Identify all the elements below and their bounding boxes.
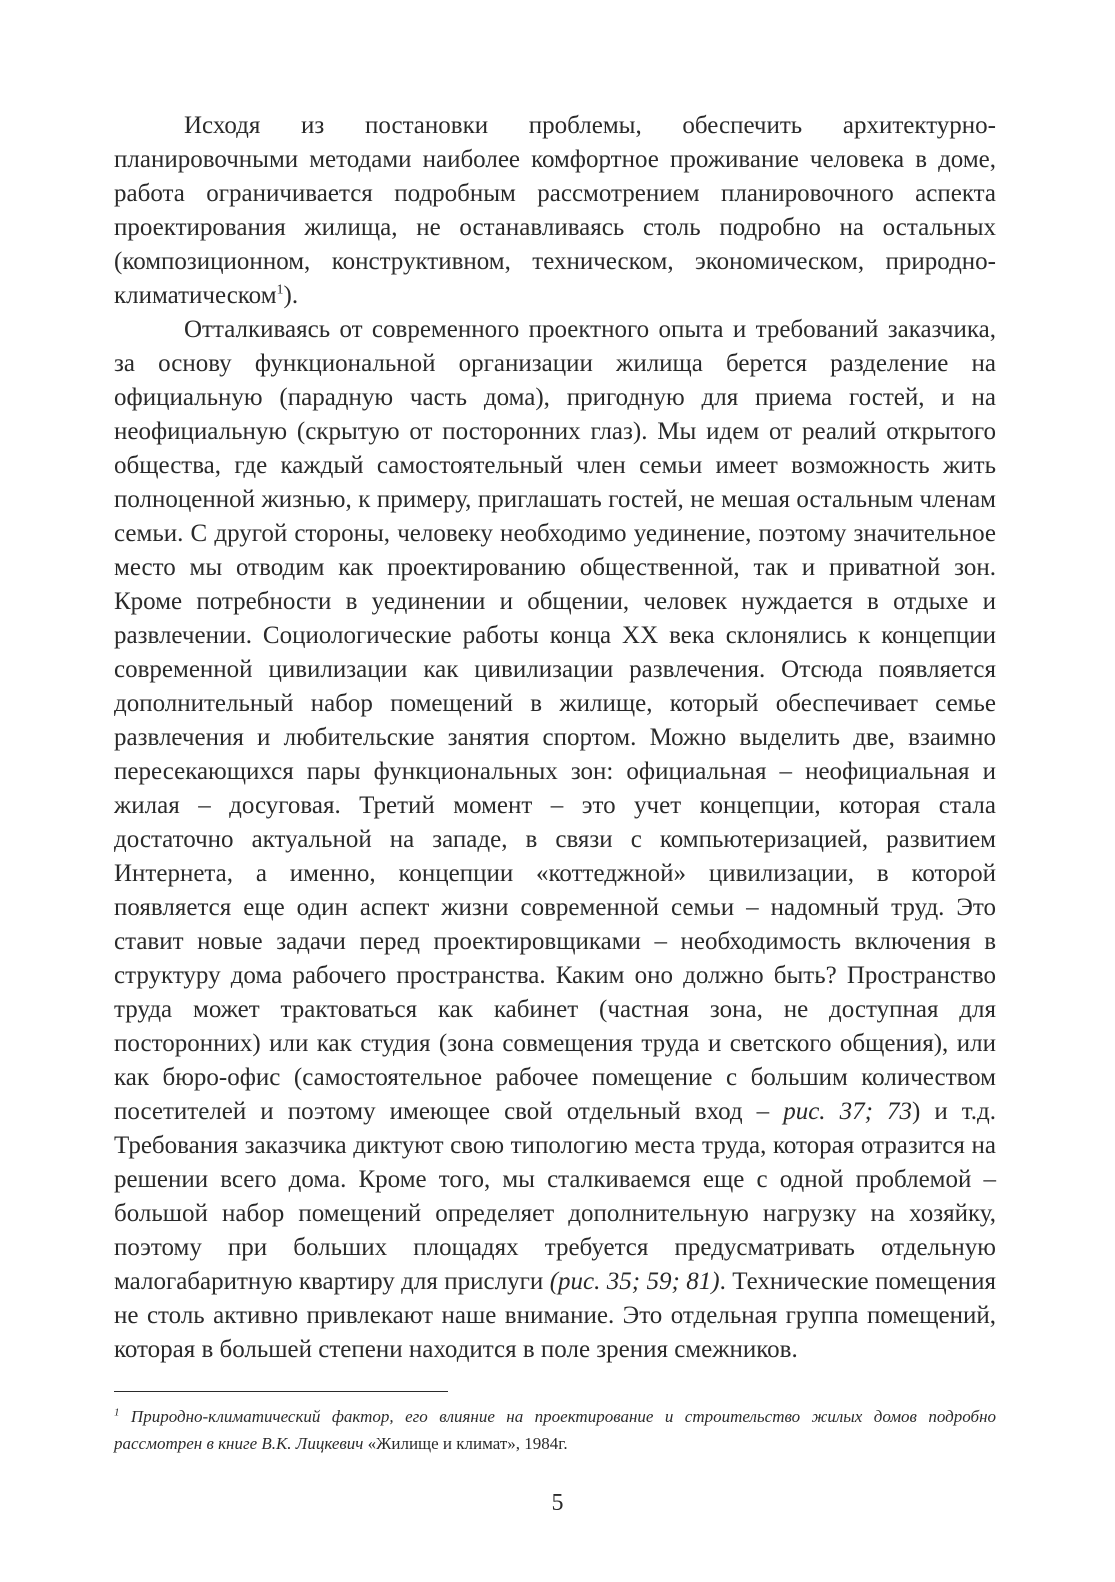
main-text [114,109,996,1367]
footnote-reference: 1 [276,282,284,298]
figure-reference: рис. 37; 73 [783,1098,912,1125]
page-number: 5 [551,1490,564,1516]
footnote-divider [114,1391,448,1392]
paragraph-1-text: Исходя из постановки проблемы, обеспечить архитектурно-планировочными методами наиболее комфортное проживание человека в доме, работа ограничивается подробным рассмотрением планировочного аспекта проектирования жилища, не останавливаясь столь подробно на остальных (композиционном, конструктивном, техническом, экономическом, природно-климатическом [114,112,996,309]
figure-reference: (рис. 35; 59; 81) [549,1268,720,1295]
footnote [114,1403,996,1457]
paragraph-1 [114,109,996,313]
paragraph-2-part-2: ) и т.д. Требования заказчика диктуют свою типологию места труда, которая отразится на решении всего дома. Кроме того, мы сталкиваемся еще с одной проблемой – большой набор помещений определяет дополнительную нагрузку на хозяйку, поэтому при больших площадях требуется предусматривать отдельную малогабаритную квартиру для прислуги [114,1098,996,1295]
footnote-regular-text: «Жилище и климат», 1984г. [363,1434,568,1453]
paragraph-2-part-3: . Технические помещения не столь активно привлекают наше внимание. Это отдельная группа помещений, которая в большей степени находится в поле зрения смежников. [114,1268,996,1363]
footnote-italic-text: Природно-климатический фактор, его влияние на проектирование и строительство жилых домов подробно рассмотрен в книге В.К. Лицкевич [114,1407,996,1453]
paragraph-1-closing: ). [283,282,299,309]
footnote-marker: 1 [114,1406,120,1419]
paragraph-2-part-1: Отталкиваясь от современного проектного опыта и требований заказчика, за основу функциональной организации жилища берется разделение на официальную (парадную часть дома), пригодную для приема гостей, и на неофициальную (скрытую от посторонних глаз). Мы идем от реалий открытого общества, где каждый самостоятельный член семьи имеет возможность жить полноценной жизнью, к примеру, приглашать гостей, не мешая остальным членам семьи. С другой стороны, человеку необходимо уединение, поэтому значительное место мы отводим как проектированию общественной, так и приватной зон. Кроме потребности в уединении и общении, человек нуждается в отдыхе и развлечении. Социологические работы конца XX века склонялись к концепции современной цивилизации как цивилизации развлечения. Отсюда появляется дополнительный набор помещений в жилище, который обеспечивает семье развлечения и любительские занятия спортом. Можно выделить две, взаимно пересекающихся пары функциональных зон: официальная – неофициальная и жилая – досуговая. Третий момент – это учет концепции, которая стала достаточно актуальной на западе, в связи с компьютеризацией, развитием Интернета, а именно, концепции «коттеджной» цивилизации, в которой появляется еще один аспект жизни современной семьи – надомный труд. Это ставит новые задачи перед проектировщиками – необходимость включения в структуру дома рабочего пространства. Каким оно должно быть? Пространство труда может трактоваться как кабинет (частная зона, не доступная для посторонних) или как студия (зона совмещения труда и светского общения), или как бюро-офис (самостоятельное рабочее помещение с большим количеством посетителей и поэтому имеющее свой отдельный вход – [114,316,996,1125]
paragraph-2 [114,313,996,1367]
